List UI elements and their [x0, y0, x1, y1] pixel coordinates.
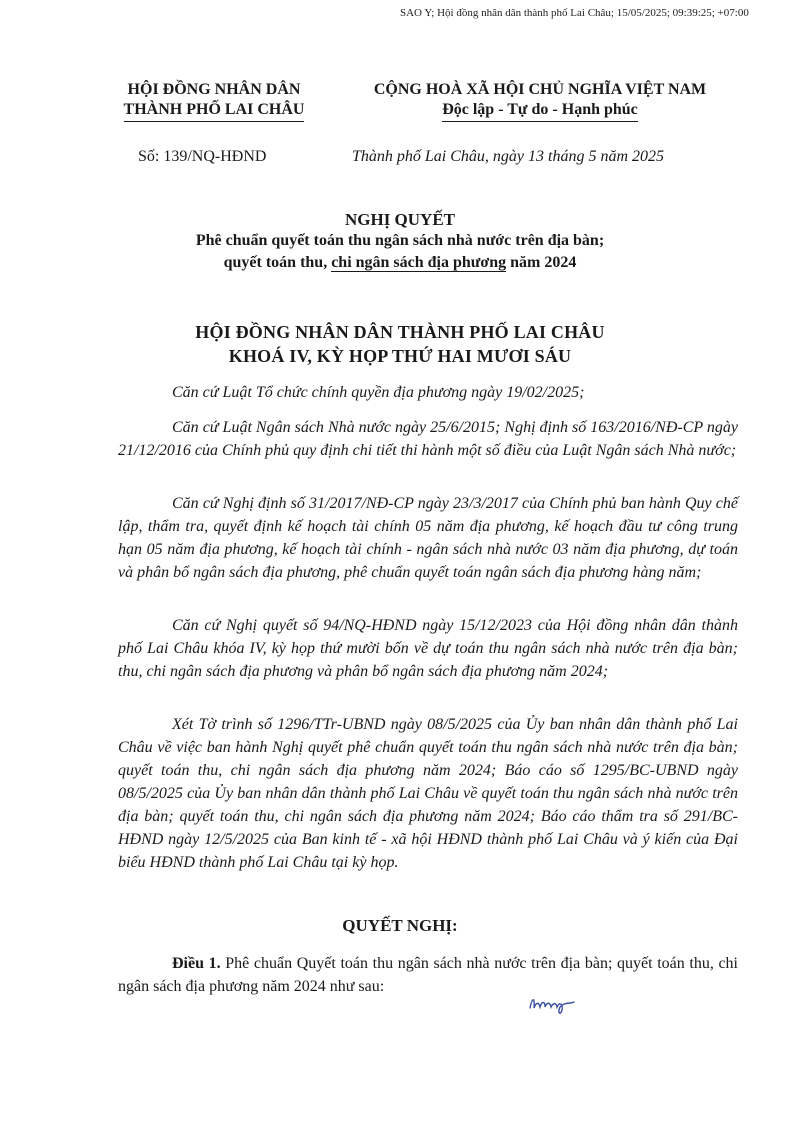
signature-initials-icon: [526, 990, 586, 1016]
document-subtitle-line2: [60, 254, 740, 272]
date-line: Thành phố Lai Châu, ngày 13 tháng 5 năm 2025: [352, 148, 665, 165]
subtitle-part-a: quyết toán thu,: [223, 254, 332, 271]
issuing-body-line1: HỘI ĐỒNG NHÂN DÂN: [127, 81, 301, 98]
legal-basis-5: Xét Tờ trình số 1296/TTr-UBND ngày 08/5/2025 của Ủy ban nhân dân thành phố Lai Châu về việc ban hành Nghị quyết phê chuẩn quyết toán thu ngân sách nhà nước trên địa bàn; quyết toán thu, chi ngân sách địa phương năm 2024; Báo cáo số 1295/BC-UBND ngày 08/5/2025 của Ủy ban nhân dân thành phố Lai Châu về quyết toán thu ngân sách nhà nước trên địa bàn; quyết toán thu, chi ngân sách địa phương năm 2024; Báo cáo thẩm tra số 291/BC-HĐND ngày 12/5/2025 của Ban kinh tế - xã hội HĐND thành phố Lai Châu và ý kiến của Đại biểu HĐND thành phố Lai Châu tại kỳ họp.: [118, 716, 738, 871]
legal-basis-2: Căn cứ Luật Ngân sách Nhà nước ngày 25/6/2015; Nghị định số 163/2016/NĐ-CP ngày 21/12/2016 của Chính phủ quy định chi tiết thi hành một số điều của Luật Ngân sách Nhà nước;: [118, 419, 738, 459]
document-subtitle-line1: Phê chuẩn quyết toán thu ngân sách nhà nước trên địa bàn;: [195, 232, 605, 249]
subtitle-part-c: năm 2024: [506, 254, 577, 271]
article-1-text: Phê chuẩn Quyết toán thu ngân sách nhà nước trên địa bàn; quyết toán thu, chi ngân sách địa phương năm 2024 như sau:: [118, 955, 739, 995]
subtitle-part-b: chi ngân sách địa phương: [331, 254, 507, 271]
article-1-lead: Điều 1.: [172, 955, 221, 972]
legal-basis-3: Căn cứ Nghị định số 31/2017/NĐ-CP ngày 23/3/2017 của Chính phủ ban hành Quy chế lập, thẩm tra, quyết định kế hoạch tài chính 05 năm địa phương, kế hoạch đầu tư công trung hạn 05 năm địa phương, kế hoạch tài chính - ngân sách nhà nước 03 năm địa phương, dự toán và phân bổ ngân sách địa phương, phê chuẩn quyết toán ngân sách địa phương hàng năm;: [118, 495, 738, 581]
article-1: [118, 952, 738, 998]
council-session: KHOÁ IV, KỲ HỌP THỨ HAI MƯƠI SÁU: [228, 346, 572, 366]
decision-heading: QUYẾT NGHỊ:: [342, 916, 458, 935]
document-number: Số: 139/NQ-HĐND: [138, 148, 267, 165]
issuing-body-line2: THÀNH PHỐ LAI CHÂU: [124, 100, 305, 122]
national-name: CỘNG HOÀ XÃ HỘI CHỦ NGHĨA VIỆT NAM: [373, 81, 707, 98]
issuing-body: [104, 80, 324, 122]
legal-basis-4: Căn cứ Nghị quyết số 94/NQ-HĐND ngày 15/12/2023 của Hội đồng nhân dân thành phố Lai Châu khóa IV, kỳ họp thứ mười bốn về dự toán thu ngân sách nhà nước trên địa bàn; thu, chi ngân sách địa phương và phân bổ ngân sách địa phương năm 2024;: [118, 617, 738, 680]
legal-basis-1: Căn cứ Luật Tổ chức chính quyền địa phương ngày 19/02/2025;: [172, 384, 585, 401]
national-header: [330, 80, 750, 122]
council-name: HỘI ĐỒNG NHÂN DÂN THÀNH PHỐ LAI CHÂU: [195, 322, 605, 342]
document-title: NGHỊ QUYẾT: [344, 210, 456, 229]
copy-stamp: SAO Y; Hội đồng nhân dân thành phố Lai Châu; 15/05/2025; 09:39:25; +07:00: [400, 7, 749, 19]
national-motto: Độc lập - Tự do - Hạnh phúc: [442, 100, 638, 122]
